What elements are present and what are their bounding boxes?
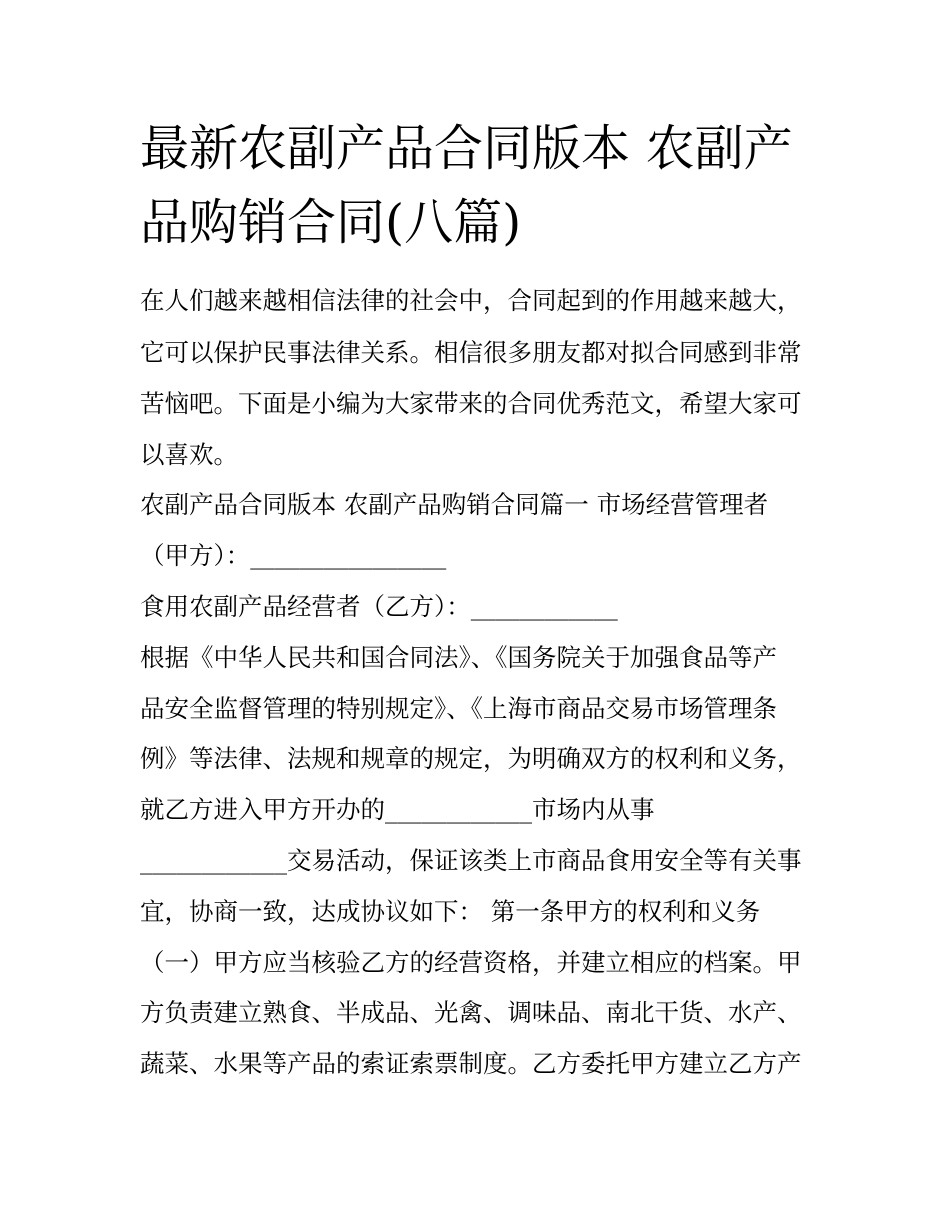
body-line-7: 食用农副产品经营者（乙方）：____________ [140, 592, 618, 621]
body-line-5: 农副产品合同版本 农副产品购销合同篇一 市场经营管理者 [140, 490, 769, 519]
body-line-3: 苦恼吧。下面是小编为大家带来的合同优秀范文，希望大家可 [140, 389, 802, 418]
body-line-2: 它可以保护民事法律关系。相信很多朋友都对拟合同感到非常 [140, 338, 802, 367]
body-line-16: 蔬菜、水果等产品的索证索票制度。乙方委托甲方建立乙方产 [140, 1049, 802, 1078]
body-line-14: （一）甲方应当核验乙方的经营资格，并建立相应的档案。甲 [140, 948, 802, 977]
body-line-13: 宜，协商一致，达成协议如下： 第一条甲方的权利和义务 [140, 897, 761, 926]
body-line-10: 例》等法律、法规和规章的规定，为明确双方的权利和义务， [140, 744, 802, 773]
body-line-9: 品安全监督管理的特别规定》、《上海市商品交易市场管理条 [140, 694, 777, 723]
title-line-1: 最新农副产品合同版本 农副产 [140, 120, 793, 177]
title-line-2: 品购销合同(八篇) [140, 194, 522, 251]
body-line-8: 根据《中华人民共和国合同法》、《国务院关于加强食品等产 [140, 643, 777, 672]
body-line-15: 方负责建立熟食、半成品、光禽、调味品、南北干货、水产、 [140, 998, 802, 1027]
body-line-6: （甲方）：________________ [140, 541, 447, 570]
body-line-11: 就乙方进入甲方开办的____________市场内从事 [140, 795, 655, 824]
body-line-4: 以喜欢。 [140, 440, 238, 469]
body-line-12: ____________交易活动，保证该类上市商品食用安全等有关事 [140, 846, 802, 875]
document-title [140, 112, 820, 260]
body-line-1: 在人们越来越相信法律的社会中，合同起到的作用越来越大， [140, 286, 802, 315]
